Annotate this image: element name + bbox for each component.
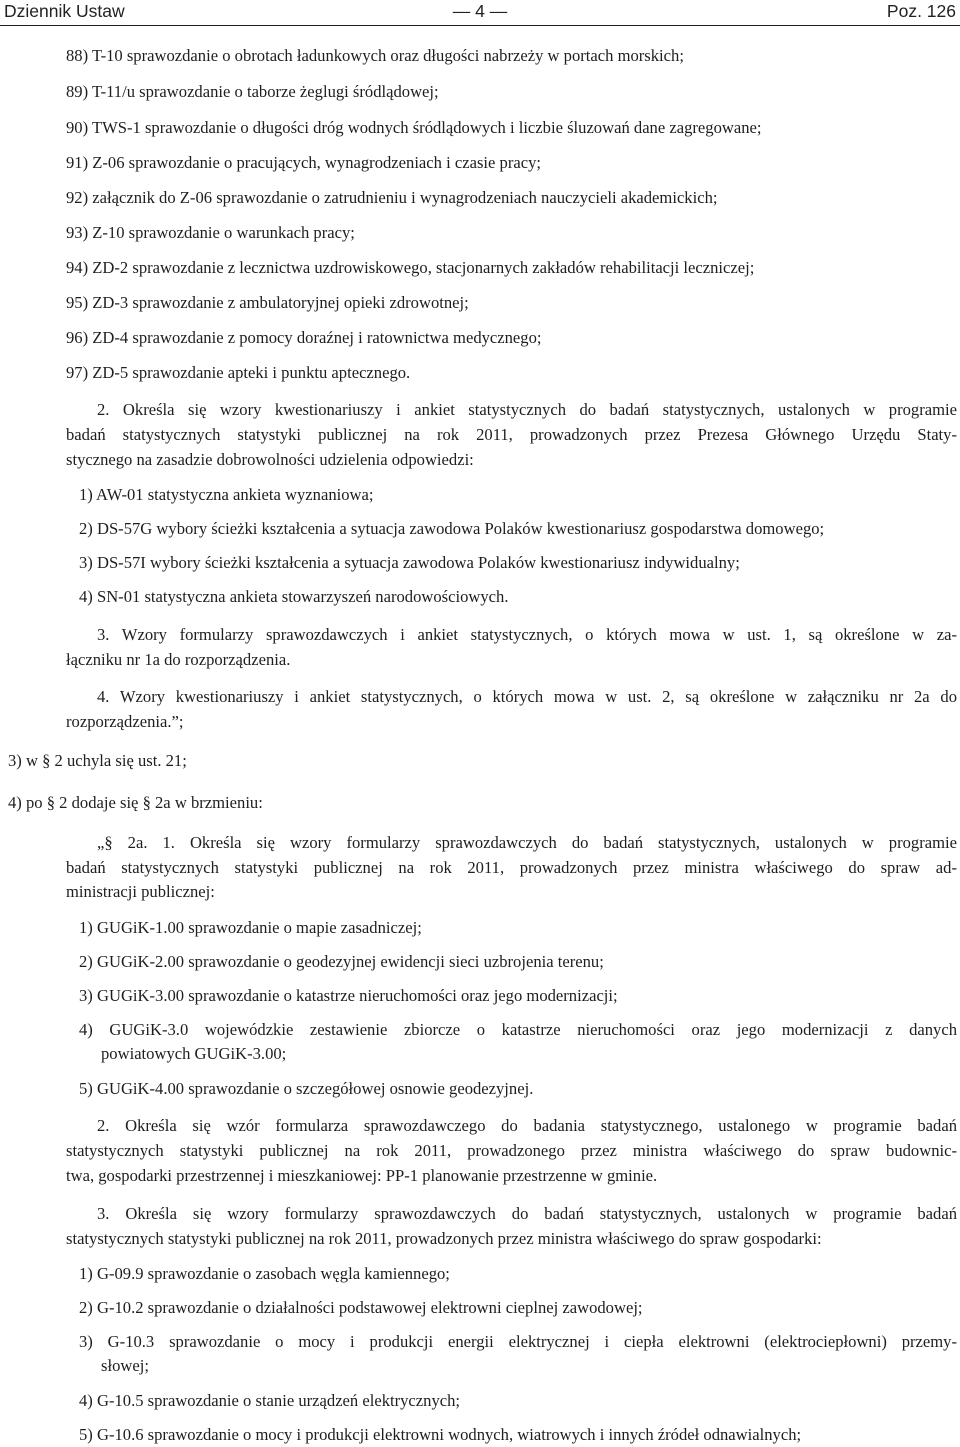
- list-item: 2) GUGiK-2.00 sprawozdanie o geodezyjnej ewidencji sieci uzbrojenia terenu;: [79, 952, 604, 971]
- list-item: 4) GUGiK-3.0 wojewódzkie zestawienie zbiorcze o katastrze nieruchomości oraz jego modernizacji z danych: [79, 1020, 957, 1039]
- paragraph-line: twa, gospodarki przestrzennej i mieszkaniowej: PP-1 planowanie przestrzenne w gminie.: [66, 1166, 658, 1185]
- paragraph-line: 2. Określa się wzór formularza sprawozdawczego do badania statystycznego, ustalonego w programie badań: [97, 1116, 957, 1135]
- list-item: 2) G-10.2 sprawozdanie o działalności podstawowej elektrowni cieplnej zawodowej;: [79, 1298, 643, 1317]
- list-item: 1) AW-01 statystyczna ankieta wyznaniowa;: [79, 485, 374, 504]
- list-item: 94) ZD-2 sprawozdanie z lecznictwa uzdrowiskowego, stacjonarnych zakładów rehabilitacji leczniczej;: [66, 258, 755, 277]
- paragraph-line: 4. Wzory kwestionariuszy i ankiet statystycznych, o których mowa w ust. 2, są określone w załączniku nr 2a do: [97, 687, 957, 706]
- list-item: 90) TWS-1 sprawozdanie o długości dróg wodnych śródlądowych i liczbie śluzowań dane zagregowane;: [66, 118, 762, 137]
- list-item: 5) GUGiK-4.00 sprawozdanie o szczegółowej osnowie geodezyjnej.: [79, 1079, 534, 1098]
- position-number: Poz. 126: [886, 1, 956, 21]
- list-item: 96) ZD-4 sprawozdanie z pomocy doraźnej i ratownictwa medycznego;: [66, 328, 542, 347]
- list-item: 89) T-11/u sprawozdanie o taborze żeglugi śródlądowej;: [66, 82, 439, 101]
- paragraph-line: badań statystycznych statystyki publicznej na rok 2011, prowadzonych przez Prezesa Głównego Urzędu Staty-: [66, 425, 957, 444]
- page-number: — 4 —: [452, 1, 508, 21]
- paragraph-line: 3. Określa się wzory formularzy sprawozdawczych do badań statystycznych, ustalonych w programie badań: [97, 1204, 957, 1223]
- list-item: 3) GUGiK-3.00 sprawozdanie o katastrze nieruchomości oraz jego modernizacji;: [79, 986, 618, 1005]
- list-item: 3) DS-57I wybory ścieżki kształcenia a sytuacja zawodowa Polaków kwestionariusz indywidualny;: [79, 553, 740, 572]
- list-item: 1) GUGiK-1.00 sprawozdanie o mapie zasadniczej;: [79, 918, 422, 937]
- journal-title: Dziennik Ustaw: [4, 1, 125, 21]
- list-item: 95) ZD-3 sprawozdanie z ambulatoryjnej opieki zdrowotnej;: [66, 293, 469, 312]
- amendment-item: 3) w § 2 uchyla się ust. 21;: [8, 751, 187, 770]
- paragraph-line: ministracji publicznej:: [66, 882, 215, 901]
- paragraph-line: statystycznych statystyki publicznej na rok 2011, prowadzonych przez ministra właściwego do spraw gospodarki:: [66, 1229, 822, 1248]
- paragraph-line: stycznego na zasadzie dobrowolności udzielenia odpowiedzi:: [66, 450, 474, 469]
- paragraph-line: statystycznych statystyki publicznej na rok 2011, prowadzonego przez ministra właściwego do spraw budownic-: [66, 1141, 957, 1160]
- amendment-item: 4) po § 2 dodaje się § 2a w brzmieniu:: [8, 793, 263, 812]
- list-item: 88) T-10 sprawozdanie o obrotach ładunkowych oraz długości nabrzeży w portach morskich;: [66, 46, 684, 65]
- list-item: 97) ZD-5 sprawozdanie apteki i punktu aptecznego.: [66, 363, 411, 382]
- list-item: 93) Z-10 sprawozdanie o warunkach pracy;: [66, 223, 355, 242]
- list-item: 3) G-10.3 sprawozdanie o mocy i produkcji energii elektrycznej i ciepła elektrowni (elektrociepłowni) przemy-: [79, 1332, 957, 1351]
- paragraph-line: 3. Wzory formularzy sprawozdawczych i ankiet statystycznych, o których mowa w ust. 1, są określone w za-: [97, 625, 957, 644]
- paragraph-line: 2. Określa się wzory kwestionariuszy i ankiet statystycznych do badań statystycznych, ustalonych w programie: [97, 400, 957, 419]
- list-item: 91) Z-06 sprawozdanie o pracujących, wynagrodzeniach i czasie pracy;: [66, 153, 542, 172]
- list-item: 2) DS-57G wybory ścieżki kształcenia a sytuacja zawodowa Polaków kwestionariusz gospodarstwa domowego;: [79, 519, 825, 538]
- paragraph-line: badań statystycznych statystyki publicznej na rok 2011, prowadzonych przez ministra właściwego do spraw ad-: [66, 858, 957, 877]
- list-item: 4) SN-01 statystyczna ankieta stowarzyszeń narodowościowych.: [79, 587, 509, 606]
- page-header: [0, 0, 960, 26]
- paragraph-line: „§ 2a. 1. Określa się wzory formularzy sprawozdawczych do badań statystycznych, ustalonych w programie: [97, 833, 957, 852]
- list-item: 4) G-10.5 sprawozdanie o stanie urządzeń elektrycznych;: [79, 1391, 461, 1410]
- list-item: 1) G-09.9 sprawozdanie o zasobach węgla kamiennego;: [79, 1264, 450, 1283]
- list-item: 92) załącznik do Z-06 sprawozdanie o zatrudnieniu i wynagrodzeniach nauczycieli akademickich;: [66, 188, 718, 207]
- list-item: 5) G-10.6 sprawozdanie o mocy i produkcji elektrowni wodnych, wiatrowych i innych źródeł odnawialnych;: [79, 1425, 802, 1444]
- list-item-continuation: słowej;: [101, 1356, 149, 1375]
- list-item-continuation: powiatowych GUGiK-3.00;: [101, 1044, 287, 1063]
- paragraph-line: łączniku nr 1a do rozporządzenia.: [66, 650, 291, 669]
- paragraph-line: rozporządzenia.”;: [66, 712, 184, 731]
